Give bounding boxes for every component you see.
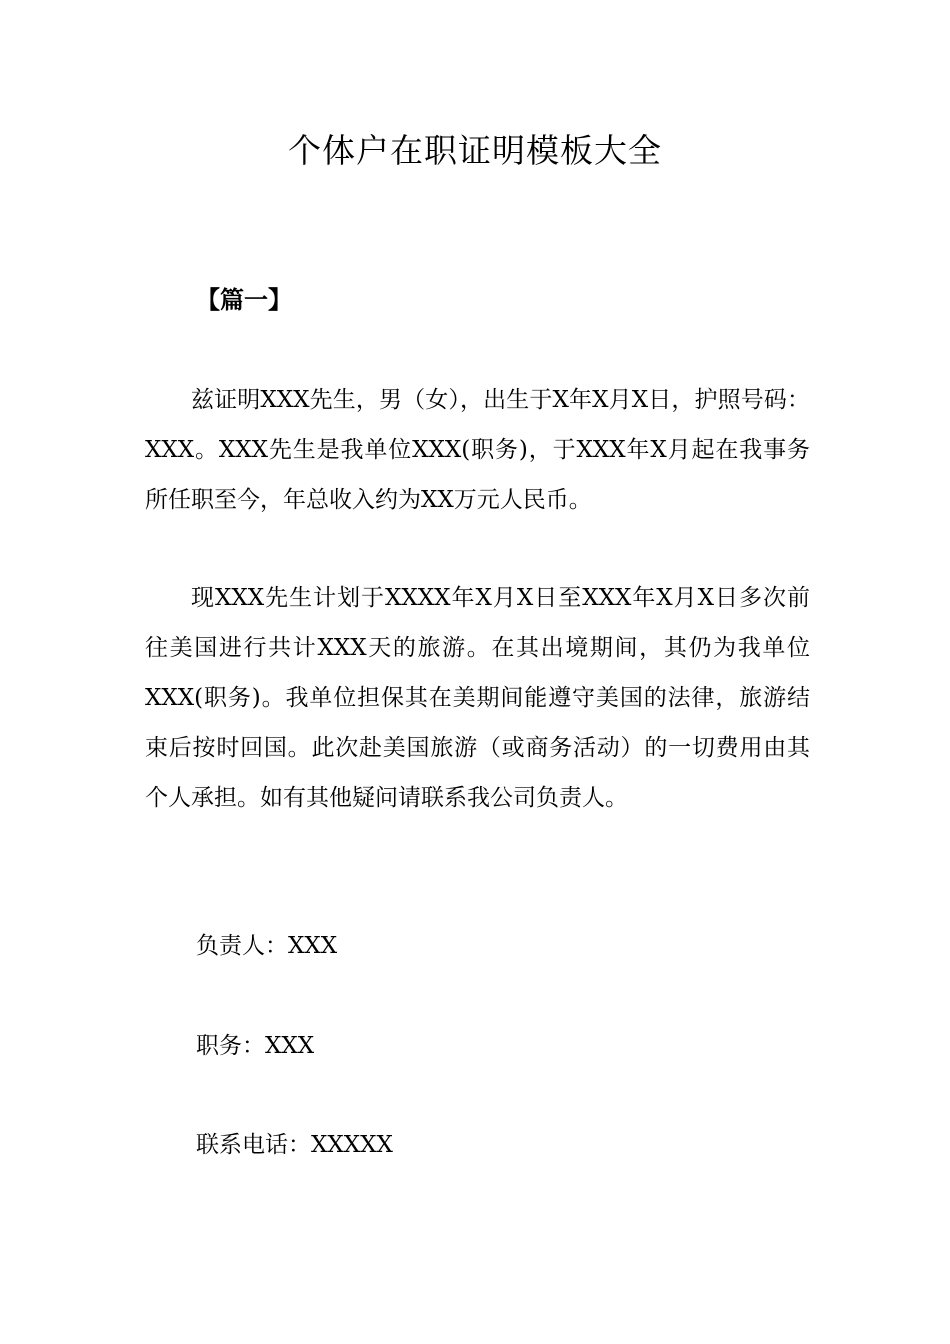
contact-phone-field: 联系电话：XXXXX [196, 1132, 393, 1158]
page-title: 个体户在职证明模板大全 [288, 131, 662, 170]
responsible-person-field: 负责人：XXX [196, 933, 338, 959]
body-paragraph-1: 兹证明XXX先生，男（女），出生于X年X月X日，护照号码：XXX。XXX先生是我单位XXX(职务)，于XXX年X月起在我事务所任职至今，年总收入约为XX万元人民币。 [145, 387, 810, 513]
body-paragraph-2: 现XXX先生计划于XXXX年X月X日至XXX年X月X日多次前往美国进行共计XXX天的旅游。在其出境期间，其仍为我单位XXX(职务)。我单位担保其在美期间能遵守美国的法律，旅游结束后按时回国。此次赴美国旅游（或商务活动）的一切费用由其个人承担。如有其他疑问请联系我公司负责人。 [145, 585, 810, 811]
position-field: 职务：XXX [196, 1033, 315, 1059]
section-heading: 【篇一】 [196, 285, 292, 314]
